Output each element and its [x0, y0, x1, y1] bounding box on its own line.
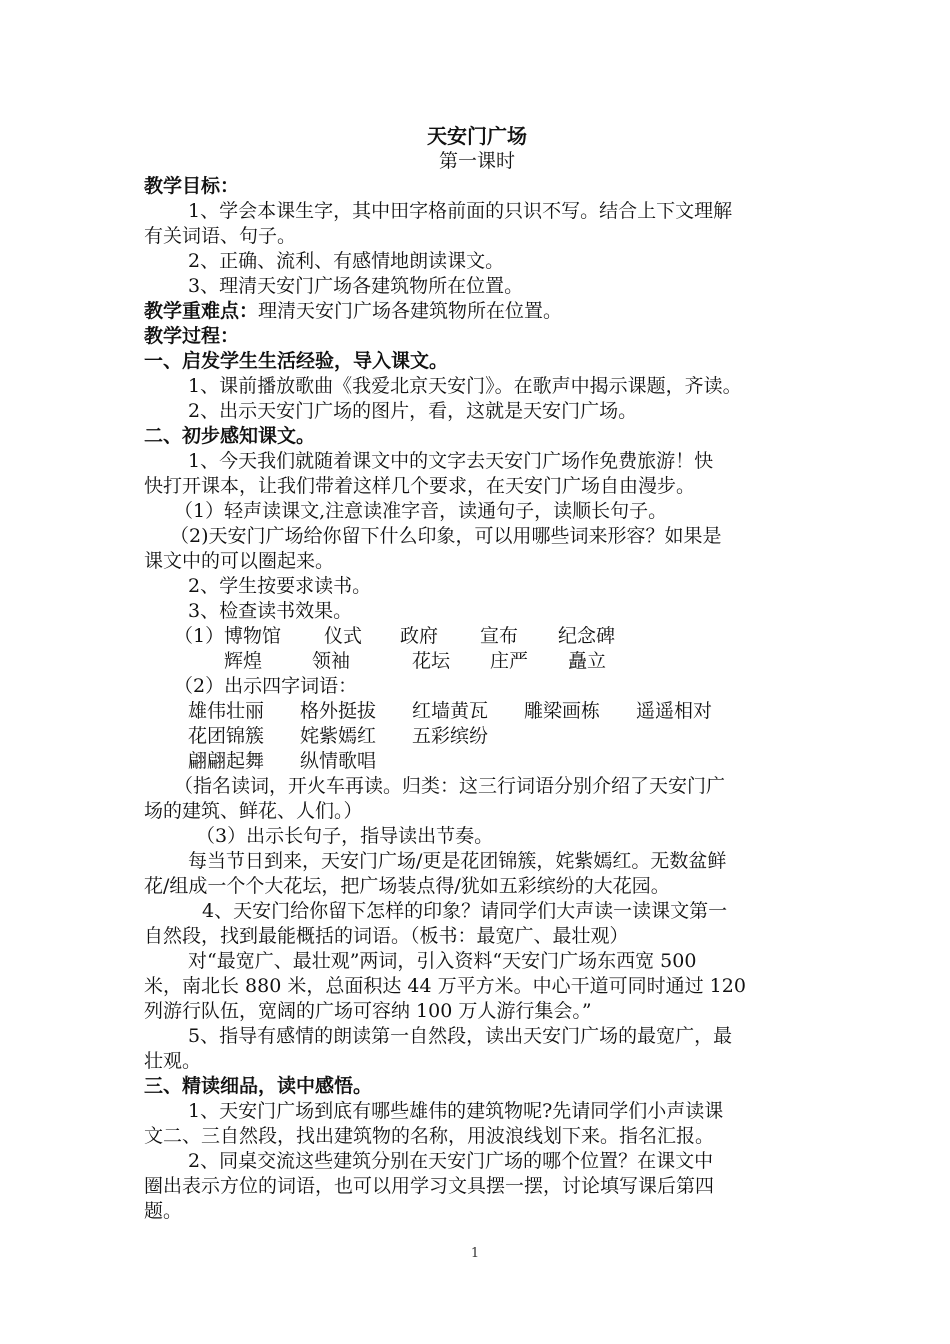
paragraph: 列游行队伍，宽阔的广场可容纳 100 万人游行集会。”: [144, 1000, 592, 1022]
requirement-item: （1）轻声读课文,注意读准字音，读通句子，读顺长句子。: [174, 500, 668, 522]
keypoint-label: 教学重难点：: [144, 300, 259, 322]
vocab-word: 庄严: [490, 650, 529, 672]
vocab-word: 五彩缤纷: [412, 725, 489, 747]
page-number: 1: [470, 1246, 480, 1261]
paragraph: 自然段，找到最能概括的词语。（板书：最宽广、最壮观）: [144, 925, 629, 947]
paragraph: 对“最宽广、最壮观”两词，引入资料“天安门广场东西宽 500: [188, 950, 697, 972]
vocab-word: 雄伟壮丽: [188, 700, 265, 722]
vocab-word: 宣布: [480, 625, 519, 647]
vocab-word: 格外挺拔: [300, 700, 377, 722]
paragraph: 5、指导有感情的朗读第一自然段，读出天安门广场的最宽广，最: [188, 1025, 733, 1047]
document-title: 天安门广场: [427, 124, 527, 148]
vocab-word: 翩翩起舞: [188, 750, 265, 772]
paragraph: 快打开课本，让我们带着这样几个要求，在天安门广场自由漫步。: [144, 475, 696, 497]
document-page: [144, 124, 810, 1224]
vocab-label: （1）: [174, 625, 225, 647]
paragraph: 1、课前播放歌曲《我爱北京天安门》。在歌声中揭示课题，齐读。: [188, 375, 742, 397]
vocab-word: 矗立: [568, 650, 607, 672]
paragraph: 题。: [144, 1200, 183, 1222]
vocab-word: 领袖: [312, 650, 351, 672]
vocab-word: 博物馆: [224, 625, 282, 647]
paragraph: 4、天安门给你留下怎样的印象？请同学们大声读一读课文第一: [202, 900, 728, 922]
vocab-row: [144, 724, 810, 749]
vocab-word: 花坛: [412, 650, 451, 672]
goal-item: 2、正确、流利、有感情地朗读课文。: [188, 250, 505, 272]
document-subtitle: 第一课时: [438, 150, 515, 172]
paragraph: 壮观。: [144, 1050, 202, 1072]
vocab-word: 政府: [400, 625, 439, 647]
vocab-word: 纪念碑: [558, 625, 616, 647]
vocab-word: 雕梁画栋: [524, 700, 601, 722]
paragraph: 2、学生按要求读书。: [188, 575, 372, 597]
vocab-row: [144, 624, 810, 649]
long-sentence: 花/组成一个个大花坛，把广场装点得/犹如五彩缤纷的大花园。: [144, 875, 670, 897]
paragraph: 1、今天我们就随着课文中的文字去天安门广场作免费旅游！快: [188, 450, 714, 472]
vocab-word: 红墙黄瓦: [412, 700, 489, 722]
goal-item: 有关词语、句子。: [144, 225, 297, 247]
teacher-note: （指名读词，开火车再读。归类：这三行词语分别介绍了天安门广: [174, 775, 726, 797]
requirement-item: （2)天安门广场给你留下什么印象，可以用哪些词来形容？如果是: [170, 525, 722, 547]
vocab-row: [144, 649, 810, 674]
vocab-word: 遥遥相对: [636, 700, 713, 722]
paragraph: 1、天安门广场到底有哪些雄伟的建筑物呢?先请同学们小声读课: [188, 1100, 724, 1122]
vocab-word: 姹紫嫣红: [300, 725, 377, 747]
keypoint-text: 理清天安门广场各建筑物所在位置。: [258, 300, 563, 322]
vocab-word: 花团锦簇: [188, 725, 265, 747]
paragraph: 圈出表示方位的词语，也可以用学习文具摆一摆，讨论填写课后第四: [144, 1175, 715, 1197]
paragraph: 2、出示天安门广场的图片，看，这就是天安门广场。: [188, 400, 638, 422]
paragraph: 米，南北长 880 米，总面积达 44 万平方米。中心干道可同时通过 120: [144, 975, 746, 997]
vocab-row: [144, 699, 810, 724]
requirement-item: （3）出示长句子，指导读出节奏。: [196, 825, 494, 847]
goals-heading: 教学目标：: [144, 175, 240, 197]
vocab-word: 仪式: [324, 625, 363, 647]
requirement-item: 课文中的可以圈起来。: [144, 550, 335, 572]
paragraph: 2、同桌交流这些建筑分别在天安门广场的哪个位置？在课文中: [188, 1150, 714, 1172]
vocab-word: 纵情歌唱: [300, 750, 377, 772]
long-sentence: 每当节日到来，天安门广场/更是花团锦簇，姹紫嫣红。无数盆鲜: [188, 850, 727, 872]
section-heading: 一、启发学生生活经验，导入课文。: [144, 350, 449, 372]
vocab-word: 辉煌: [224, 650, 263, 672]
process-heading: 教学过程：: [144, 325, 240, 347]
keypoint-line: [144, 299, 810, 324]
section-heading: 二、初步感知课文。: [144, 425, 316, 447]
goal-item: 3、理清天安门广场各建筑物所在位置。: [188, 275, 524, 297]
paragraph: 3、检查读书效果。: [188, 600, 353, 622]
goal-item: 1、学会本课生字，其中田字格前面的只识不写。结合上下文理解: [188, 200, 733, 222]
vocab-row: [144, 749, 810, 774]
paragraph: 文二、三自然段，找出建筑物的名称，用波浪线划下来。指名汇报。: [144, 1125, 715, 1147]
teacher-note: 场的建筑、鲜花、人们。）: [144, 800, 363, 822]
vocab-label: （2）出示四字词语：: [174, 675, 358, 697]
section-heading: 三、精读细品，读中感悟。: [144, 1075, 373, 1097]
